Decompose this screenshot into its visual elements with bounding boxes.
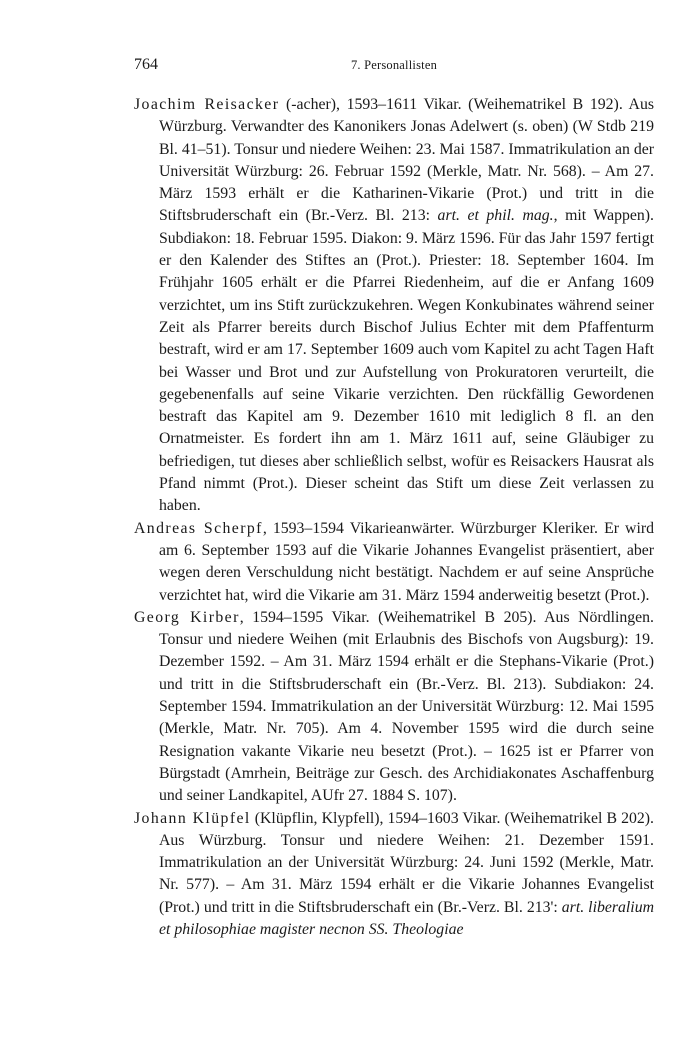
entry-list	[134, 94, 654, 941]
page-header	[134, 56, 654, 80]
person-entry	[134, 808, 654, 942]
entry-text: (-acher), 1593–1611 Vikar. (Weihematrikel B 192). Aus Würzburg. Verwandter des Kanonikers Jonas Adelwert (s. oben) (W Stdb 219 Bl. 41–51). Tonsur und niedere Weihen: 23. Mai 1587. Immatrikulation an der Universität Würzburg: 26. Februar 1592 (Merkle, Matr. Nr. 568). – Am 27. März 1593 erhält er die Katharinen-Vikarie (Prot.) und tritt in die Stiftsbruderschaft ein (Br.-Verz. Bl. 213:	[159, 96, 654, 225]
entry-text: , 1594–1595 Vikar. (Weihematrikel B 205). Aus Nördlingen. Tonsur und niedere Weihen (mit Erlaubnis des Bischofs von Augsburg): 19. Dezember 1592. – Am 31. März 1594 erhält er die Stephans-Vikarie (Prot.) und tritt in die Stiftsbruderschaft ein (Br.-Verz. Bl. 213). Subdiakon: 24. September 1594. Immatrikulation an der Universität Würzburg: 12. Mai 1595 (Merkle, Matr. Nr. 705). Am 4. November 1595 wird die durch seine Resignation vakante Vikarie neu besetzt (Prot.). – 1625 ist er Pfarrer von Bürgstadt (Amrhein, Beiträge zur Gesch. des Archidiakonates Aschaffenburg und seiner Landkapitel, AUfr 27. 1884 S. 107).	[159, 608, 655, 805]
person-name: Johann Klüpfel	[134, 809, 251, 827]
person-entry	[134, 518, 654, 607]
italic-text: art. liberalium et philosophiae magister necnon SS. Theologiae	[159, 898, 655, 938]
entry-text: , 1593–1594 Vikarieanwärter. Würzburger Kleriker. Er wird am 6. September 1593 auf die Vikarie Johannes Evangelist präsentiert, aber wegen deren Verschuldung nicht bestätigt. Nachdem er auf seine Ansprüche verzichtet hat, wird die Vikarie am 31. März 1594 anderweitig besetzt (Prot.).	[159, 519, 654, 604]
running-head: 7. Personallisten	[350, 58, 438, 72]
person-name: Andreas Scherpf	[134, 519, 263, 537]
italic-text: art. et phil. mag.	[437, 207, 554, 225]
person-name: Georg Kirber	[134, 608, 240, 626]
page-number: 764	[134, 56, 158, 73]
person-entry	[134, 607, 654, 808]
person-entry	[134, 94, 654, 518]
person-name: Joachim Reisacker	[134, 96, 280, 113]
entry-text: , mit Wappen). Subdiakon: 18. Februar 1595. Diakon: 9. März 1596. Für das Jahr 1597 fertigt er den Kalender des Stiftes an (Prot.). Priester: 18. September 1604. Im Frühjahr 1605 erhält er die Pfarrei Riedenheim, auf die er Anfang 1609 verzichtet, um ins Stift zurückzukehren. Wegen Konkubinates während seiner Zeit als Pfarrer bereits durch Bischof Julius Echter mit dem Pfaffenturm bestraft, wird er am 17. September 1609 auch vom Kapitel zu acht Tagen Haft bei Wasser und Brot und zur Aufstellung von Prokuratoren verurteilt, die gegebenenfalls auf seine Vikarie verzichten. Den rückfällig Gewordenen bestraft das Kapitel am 9. Dezember 1610 mit lediglich 8 fl. an den Ornatmeister. Es fordert ihn am 1. März 1611 auf, seine Gläubiger zu befriedigen, tut dieses aber schließlich selbst, wofür es Reisackers Hausrat als Pfand nimmt (Prot.). Dieser scheint das Stift um diese Zeit verlassen zu haben.	[159, 207, 654, 515]
entry-text: (Klüpflin, Klypfell), 1594–1603 Vikar. (Weihematrikel B 202). Aus Würzburg. Tonsur und niedere Weihen: 21. Dezember 1591. Immatrikulation an der Universität Würzburg: 24. Juni 1592 (Merkle, Matr. Nr. 577). – Am 31. März 1594 erhält er die Vikarie Johannes Evangelist (Prot.) und tritt in die Stiftsbruderschaft ein (Br.-Verz. Bl. 213':	[159, 809, 654, 916]
